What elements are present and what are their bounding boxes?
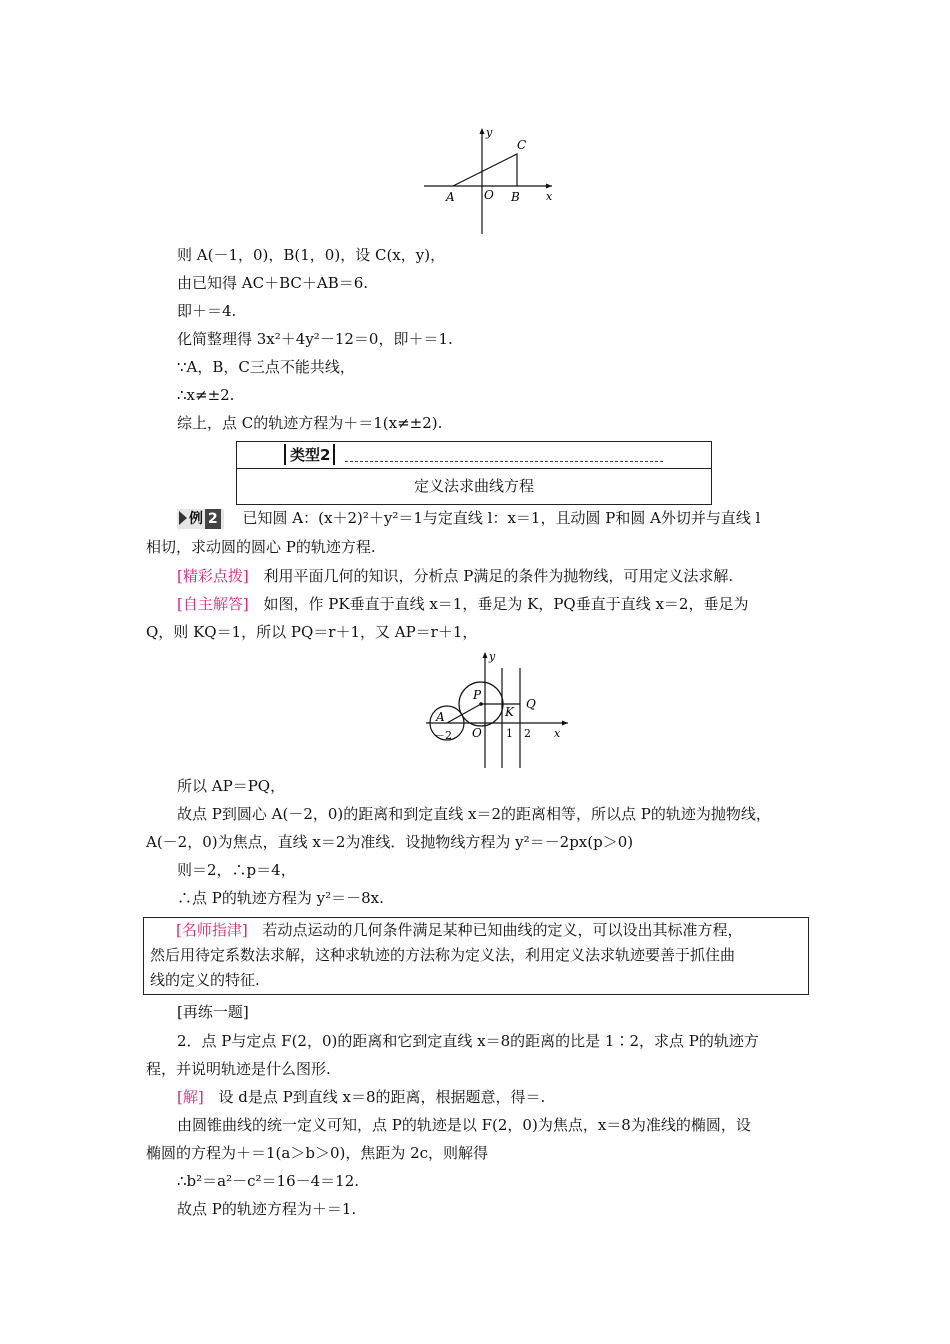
teacher-tip-box <box>143 917 809 995</box>
section-type-box <box>236 441 712 505</box>
fig1-label-A: A <box>446 190 455 204</box>
hint-label: [精彩点拨] <box>177 567 249 585</box>
fig2-label-O: O <box>472 726 482 740</box>
text-line: ∴x≠±2. <box>177 386 235 404</box>
type-box-header <box>237 442 711 469</box>
fig1-label-C: C <box>517 138 527 152</box>
example-line-2: 相切，求动圆的圆心 P的轨迹方程. <box>146 538 376 556</box>
text-line: 即＋＝4. <box>177 302 237 320</box>
text-line: A(－2，0)为焦点，直线 x＝2为准线．设抛物线方程为 y²＝－2px(p＞0) <box>146 833 634 851</box>
example-line-1: 例 2 已知圆 A：(x＋2)²＋y²＝1与定直线 l：x＝1，且动圆 P和圆 A外切并与直线 l <box>177 508 760 529</box>
fig2-label-y: y <box>489 650 496 663</box>
fig2-label-minus2: －2 <box>434 729 452 742</box>
section-title: 定义法求曲线方程 <box>413 477 534 495</box>
tip-line-1: [名师指津] 若动点运动的几何条件满足某种已知曲线的定义，可以设出其标准方程， <box>176 921 743 939</box>
answer-line-1: [解] 设 d是点 P到直线 x＝8的距离，根据题意，得＝. <box>177 1088 546 1106</box>
fig2-label-A: A <box>436 710 445 724</box>
fig2-label-K: K <box>505 705 514 719</box>
figure-circles-diagram <box>420 648 570 770</box>
answer-line-2: 由圆锥曲线的统一定义可知，点 P的轨迹是以 F(2，0)为焦点，x＝8为准线的椭圆，设 <box>177 1116 751 1134</box>
answer-line-4: ∴b²＝a²－c²＝16－4＝12. <box>177 1172 360 1190</box>
solution-label: [自主解答] <box>177 595 249 613</box>
text-line: ∵A，B，C三点不能共线， <box>177 358 355 376</box>
fig1-label-O: O <box>484 188 494 202</box>
figure-triangle-diagram <box>420 124 560 238</box>
solution-line-2: Q，则 KQ＝1，所以 PQ＝r＋1，又 AP＝r＋1， <box>146 623 478 641</box>
text-line: 故点 P到圆心 A(－2，0)的距离和到定直线 x＝2的距离相等，所以点 P的轨迹为抛物线， <box>177 805 771 823</box>
tip-line-2: 然后用待定系数法求解，这种求轨迹的方法称为定义法，利用定义法求轨迹要善于抓住曲 <box>150 946 736 964</box>
triangle-icon <box>179 511 187 525</box>
fig2-label-P: P <box>473 688 482 702</box>
text-line: 则 A(－1，0)，B(1，0)，设 C(x，y)， <box>177 246 446 264</box>
tip-line-3: 线的定义的特征. <box>150 971 260 989</box>
practice-line-1: 2．点 P与定点 F(2，0)的距离和它到定直线 x＝8的距离的比是 1∶2，求点 P的轨迹方 <box>177 1032 759 1050</box>
practice-heading: [再练一题] <box>177 1003 249 1021</box>
type-tag: 类型2 <box>284 444 335 465</box>
example-badge: 例 2 <box>177 509 224 529</box>
fig2-label-2: 2 <box>524 727 531 740</box>
text-line: 由已知得 AC＋BC＋AB＝6. <box>177 274 369 292</box>
practice-line-2: 程，并说明轨迹是什么图形. <box>146 1060 331 1078</box>
text-line: 则＝2，∴p＝4， <box>177 861 296 879</box>
answer-label: [解] <box>177 1088 204 1106</box>
fig2-label-1: 1 <box>506 727 513 740</box>
text-line: 综上，点 C的轨迹方程为＋＝1(x≠±2). <box>177 414 443 432</box>
text-line: 化简整理得 3x²＋4y²－12＝0，即＋＝1. <box>177 330 453 348</box>
text-line: 所以 AP＝PQ， <box>177 777 286 795</box>
fig2-label-Q: Q <box>526 697 536 711</box>
solution-line-1: [自主解答] 如图，作 PK垂直于直线 x＝1，垂足为 K，PQ垂直于直线 x＝2，垂足为 <box>177 595 749 613</box>
hint-line: [精彩点拨] 利用平面几何的知识，分析点 P满足的条件为抛物线，可用定义法求解. <box>177 567 734 585</box>
answer-line-3: 椭圆的方程为＋＝1(a＞b＞0)，焦距为 2c，则解得 <box>146 1144 489 1162</box>
answer-line-5: 故点 P的轨迹方程为＋＝1. <box>177 1200 357 1218</box>
text-line: ∴点 P的轨迹方程为 y²＝－8x. <box>177 889 384 907</box>
fig1-label-B: B <box>511 190 520 204</box>
fig1-label-y: y <box>486 126 493 139</box>
fig2-label-x: x <box>554 727 561 740</box>
dashed-divider <box>345 461 663 462</box>
tip-label: [名师指津] <box>176 921 248 939</box>
fig1-label-x: x <box>546 190 553 203</box>
